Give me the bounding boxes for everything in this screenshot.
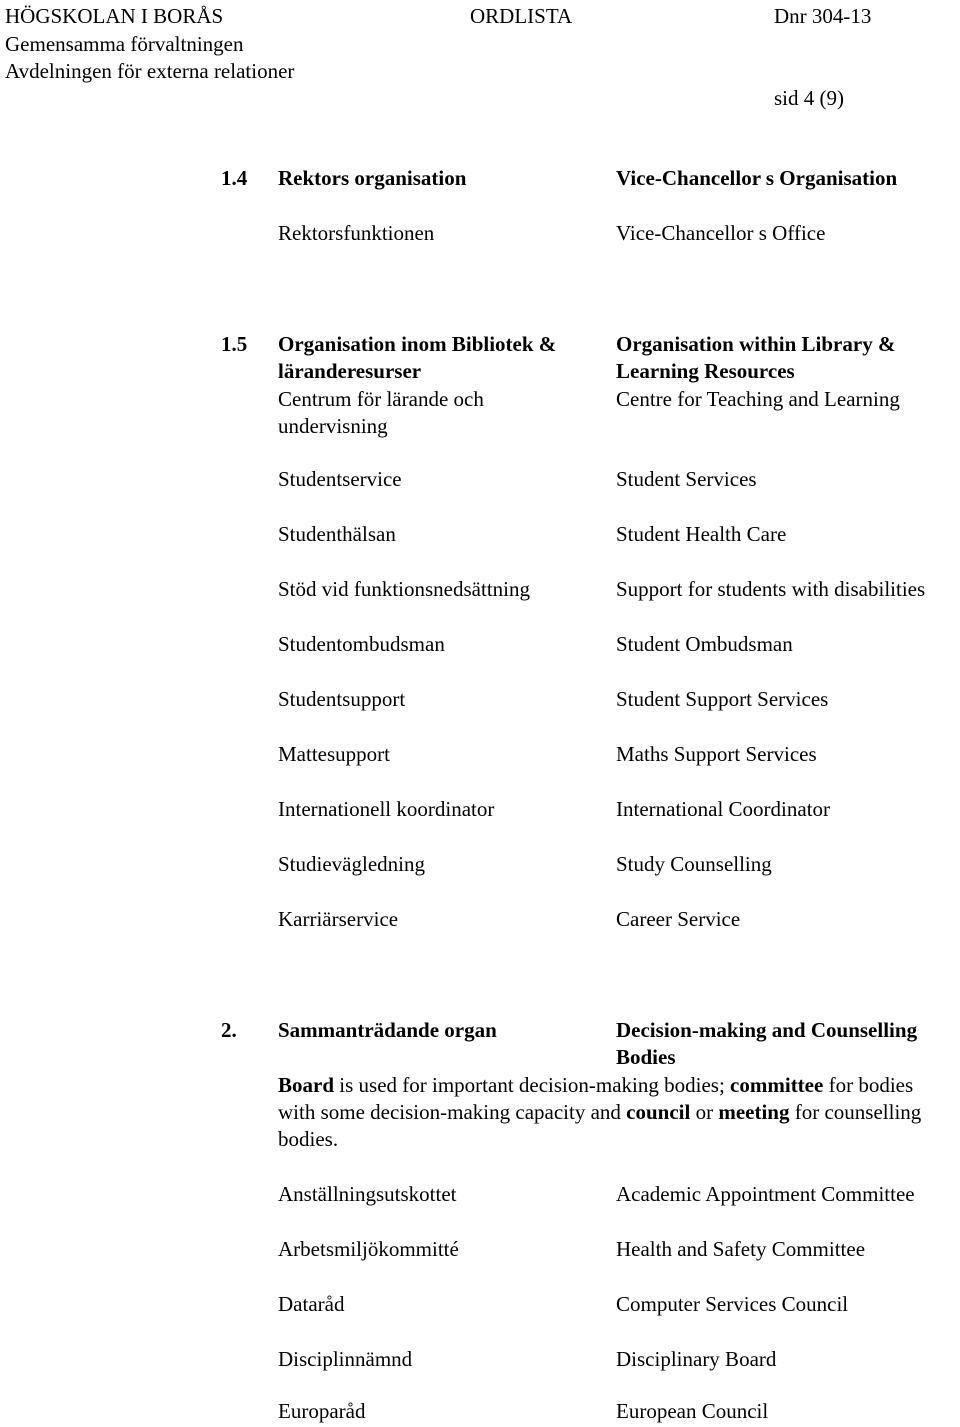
term-sv: Arbetsmiljökommitté <box>278 1237 459 1261</box>
usage-note-council: council <box>626 1100 691 1124</box>
term-en: Vice-Chancellor s Office <box>616 221 826 245</box>
term-en: European Council <box>616 1399 769 1423</box>
term-en: Maths Support Services <box>616 742 817 766</box>
section-2-heading-sv: Sammanträdande organ <box>278 1018 497 1042</box>
term-sv: Europaråd <box>278 1399 366 1423</box>
section-1-5-heading-en-line-1: Organisation within Library & <box>616 332 896 356</box>
term-sv: Internationell koordinator <box>278 797 495 821</box>
term-sv: Karriärservice <box>278 907 399 931</box>
term-en: Career Service <box>616 907 741 931</box>
term-sv: Anställningsutskottet <box>278 1182 457 1206</box>
usage-note-committee: committee <box>730 1073 824 1097</box>
subheading-en: Centre for Teaching and Learning <box>616 387 900 411</box>
section-1-4-heading-sv: Rektors organisation <box>278 166 467 190</box>
term-sv: Studievägledning <box>278 852 425 876</box>
usage-note-meeting: meeting <box>718 1100 790 1124</box>
section-1-5-heading-sv-line-1: Organisation inom Bibliotek & <box>278 332 557 356</box>
term-en: International Coordinator <box>616 797 831 821</box>
term-sv: Mattesupport <box>278 742 390 766</box>
usage-note-board: Board <box>278 1073 335 1097</box>
usage-note: Board is used for important decision-making bodies; committee for bodies with some decision-making capacity and council or meeting for counselling bodies. <box>278 1073 922 1151</box>
department-line-2: Avdelningen för externa relationer <box>5 59 295 83</box>
document-type: ORDLISTA <box>470 4 573 28</box>
term-en: Health and Safety Committee <box>616 1237 866 1261</box>
department-line-1: Gemensamma förvaltningen <box>5 32 244 56</box>
term-sv: Studenthälsan <box>278 522 396 546</box>
term-sv: Disciplinnämnd <box>278 1347 413 1371</box>
term-en: Support for students with disabilities <box>616 577 926 601</box>
subheading-sv-line-1: Centrum för lärande och <box>278 387 484 411</box>
term-en: Computer Services Council <box>616 1292 849 1316</box>
section-2-heading-en-line-2: Bodies <box>616 1045 676 1069</box>
term-sv: Stöd vid funktionsnedsättning <box>278 577 530 601</box>
section-1-4-number: 1.4 <box>221 166 248 190</box>
term-sv: Studentservice <box>278 467 402 491</box>
section-1-5-heading-sv-line-2: läranderesurser <box>278 359 422 383</box>
term-sv: Dataråd <box>278 1292 345 1316</box>
term-en: Student Support Services <box>616 687 829 711</box>
term-en: Disciplinary Board <box>616 1347 777 1371</box>
section-2-heading-en-line-1: Decision-making and Counselling <box>616 1018 918 1042</box>
term-en: Student Services <box>616 467 757 491</box>
term-sv: Rektorsfunktionen <box>278 221 435 245</box>
term-en: Student Ombudsman <box>616 632 793 656</box>
section-2-number: 2. <box>221 1018 237 1042</box>
document-number: Dnr 304-13 <box>774 4 872 28</box>
section-1-5-number: 1.5 <box>221 332 248 356</box>
term-en: Academic Appointment Committee <box>616 1182 915 1206</box>
subheading-sv-line-2: undervisning <box>278 414 388 438</box>
institution-name: HÖGSKOLAN I BORÅS <box>5 4 224 28</box>
page-number: sid 4 (9) <box>774 86 844 110</box>
term-en: Student Health Care <box>616 522 787 546</box>
term-sv: Studentsupport <box>278 687 406 711</box>
section-1-5-heading-en-line-2: Learning Resources <box>616 359 795 383</box>
term-sv: Studentombudsman <box>278 632 445 656</box>
term-en: Study Counselling <box>616 852 772 876</box>
section-1-4-heading-en: Vice-Chancellor s Organisation <box>616 166 898 190</box>
